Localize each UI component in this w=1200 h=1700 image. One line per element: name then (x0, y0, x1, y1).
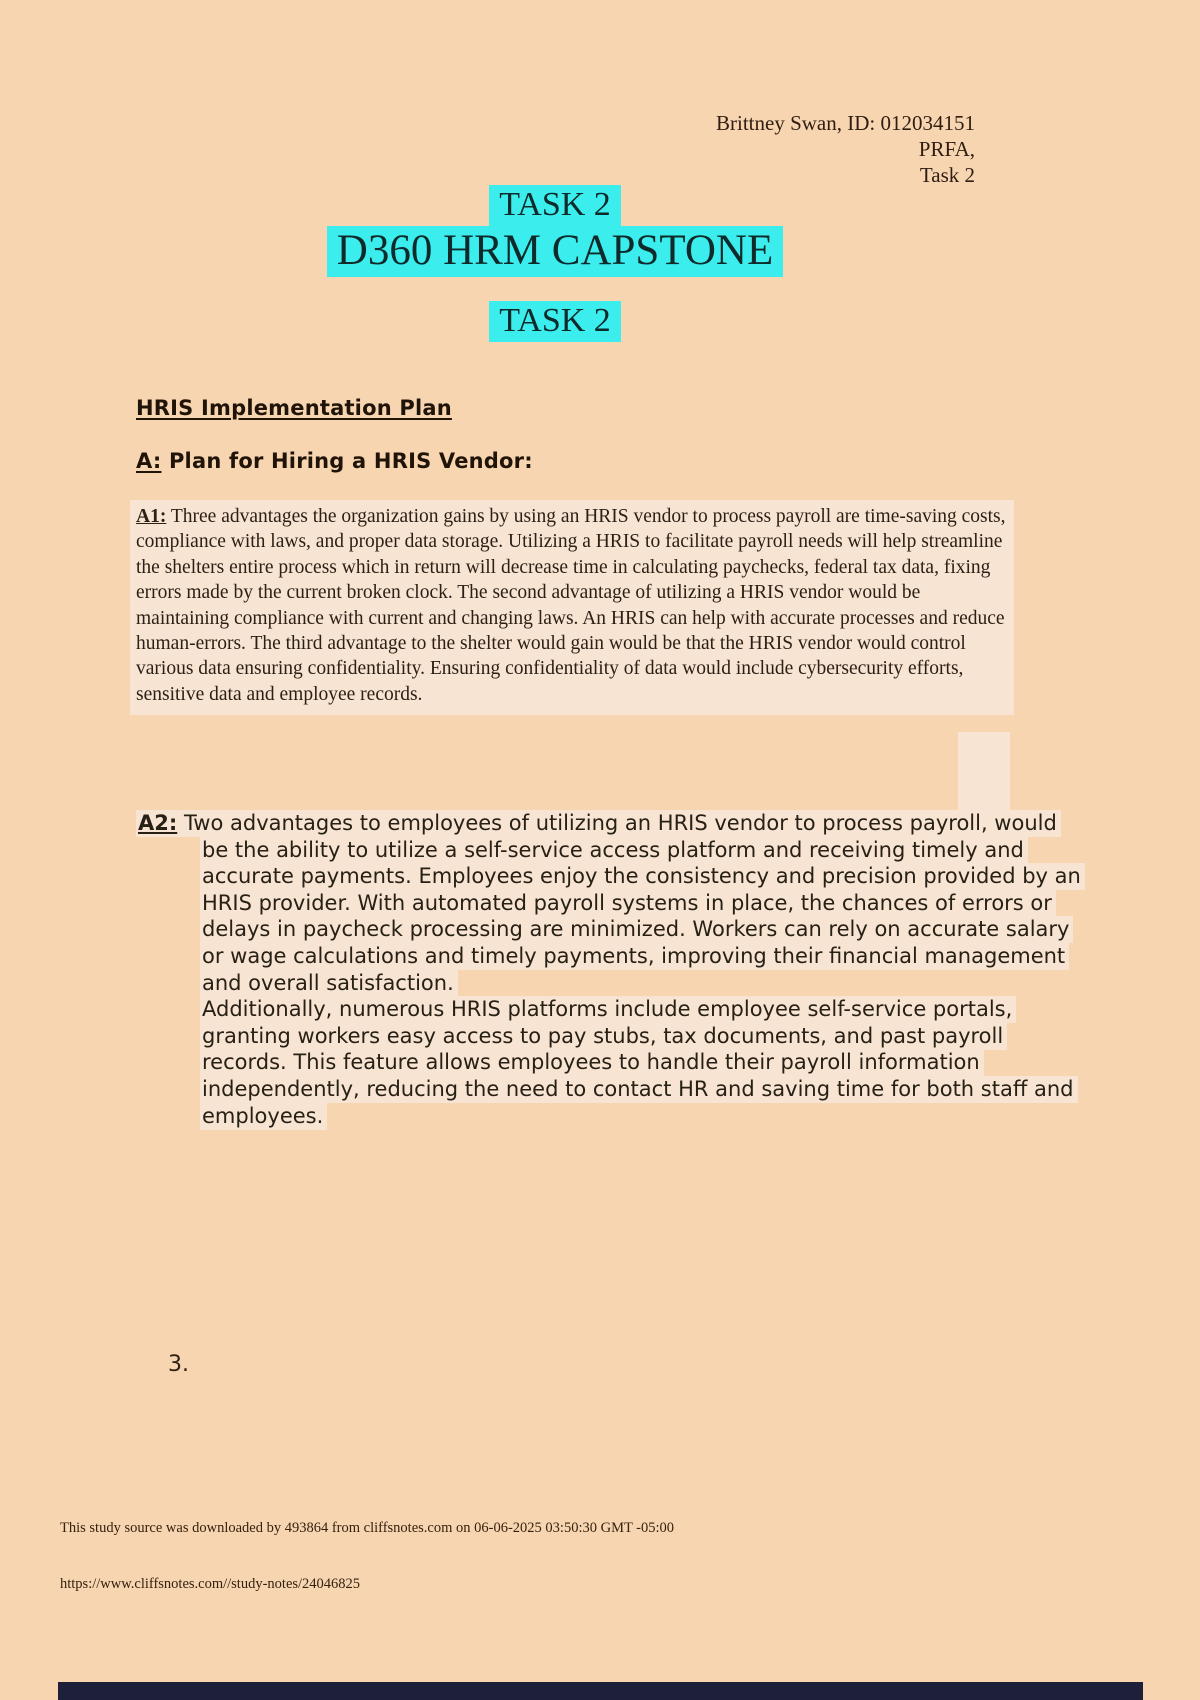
paragraph-a1 (130, 500, 1014, 715)
highlighted-title-text: TASK 2 (489, 185, 621, 226)
title-course (0, 226, 1110, 275)
sub-heading-text: Plan for Hiring a HRIS Vendor: (161, 449, 533, 473)
bottom-bar (58, 1682, 1143, 1700)
highlighted-title-text: TASK 2 (489, 301, 621, 342)
paragraph-a2-text-2: Additionally, numerous HRIS platforms include employee self-service portals, granting workers easy access to pay stubs, tax documents, and past payroll records. This feature allows employees to handle their payroll information independently, reducing the need to contact HR and saving time for both staff and employees. (202, 997, 1074, 1128)
sub-heading (136, 449, 533, 473)
paragraph-a2-label: A2: (138, 811, 178, 835)
author-id-line: Brittney Swan, ID: 012034151 (716, 111, 975, 135)
list-number: 3. (168, 1352, 189, 1377)
header-block (716, 110, 975, 188)
paragraph-a1-label: A1: (136, 506, 167, 527)
source-url-link[interactable]: https://www.cliffsnotes.com//study-notes/24046825 (60, 1576, 361, 1592)
highlight-artifact (958, 732, 1010, 816)
main-heading: HRIS Implementation Plan (136, 396, 452, 420)
paragraph-a2-highlight (136, 810, 1085, 1130)
paragraph-a2-text-1: Two advantages to employees of utilizing an HRIS vendor to process payroll, would be the ability to utilize a self-service access platform and receiving timely and accurate payments. Employees enjoy the consistency and precision provided by an HRIS provider. With automated payroll systems in place, the chances of errors or delays in paycheck processing are minimized. Workers can rely on accurate salary or wage calculations and timely payments, improving their financial management and overall satisfaction. (177, 811, 1081, 995)
download-note: This study source was downloaded by 493864 from cliffsnotes.com on 06-06-2025 03:50:30 GMT -05:00 (60, 1520, 675, 1536)
title-task-bottom (0, 302, 1110, 340)
task-line: Task 2 (919, 163, 975, 187)
highlighted-title-text: D360 HRM CAPSTONE (327, 226, 783, 277)
title-task-top (0, 186, 1110, 224)
course-code-line: PRFA, (918, 137, 975, 161)
paragraph-a1-text: Three advantages the organization gains by using an HRIS vendor to process payroll are time-saving costs, compliance with laws, and proper data storage. Utilizing a HRIS to facilitate payroll needs will help streamline the shelters entire process which in return will decrease time in calculating paychecks, federal tax data, fixing errors made by the current broken clock. The second advantage of utilizing a HRIS vendor would be maintaining compliance with current and changing laws. An HRIS can help with accurate processes and reduce human-errors. The third advantage to the shelter would gain would be that the HRIS vendor would control various data ensuring confidentiality. Ensuring confidentiality of data would include cybersecurity efforts, sensitive data and employee records. (136, 506, 1006, 705)
sub-heading-label: A: (136, 449, 162, 473)
paragraph-a2 (136, 810, 1084, 1129)
